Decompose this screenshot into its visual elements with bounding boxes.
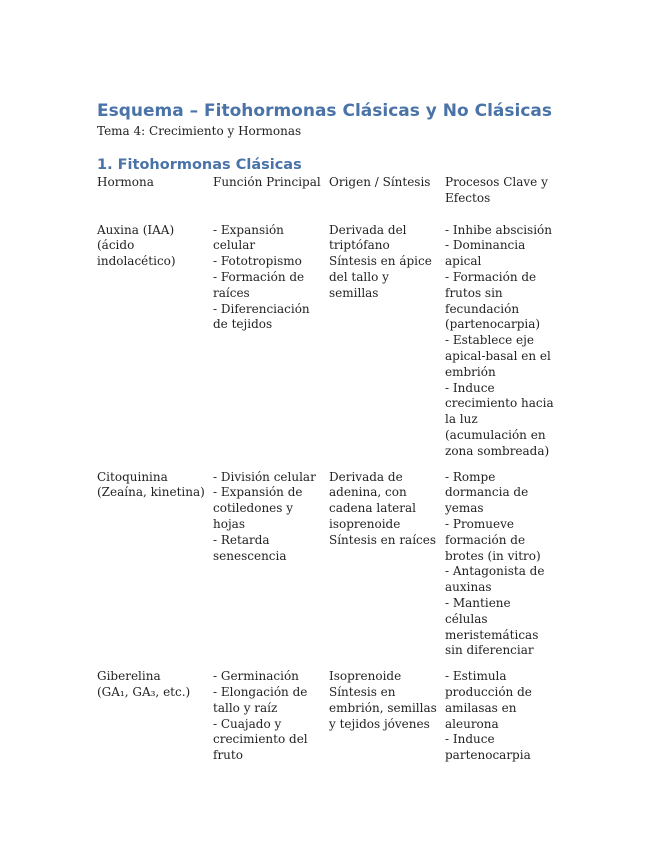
- cell-origen: [329, 470, 445, 670]
- cell-line: - Germinación: [213, 669, 299, 684]
- cell-line: - Dominancia apical: [445, 238, 526, 269]
- cell-line: Síntesis en embrión, semillas y tejidos jóvenes: [329, 684, 437, 731]
- cell-line: - Formación de raíces: [213, 269, 305, 300]
- hormones-table: [97, 175, 561, 774]
- cell-line: - Rompe dormancia de yemas: [445, 469, 529, 516]
- cell-line: - Estimula producción de amilasas en aleurona: [445, 669, 532, 731]
- cell-line: - Formación de frutos sin fecundación (partenocarpia): [445, 269, 541, 332]
- cell-line: Síntesis en ápice del tallo y semillas: [329, 254, 432, 300]
- cell-origen: [329, 669, 445, 774]
- cell-line: - Induce crecimiento hacia la luz (acumulación en zona sombreada): [445, 380, 554, 458]
- cell-procesos: [445, 223, 561, 470]
- cell-origen: [329, 223, 445, 470]
- cell-funcion: [213, 470, 329, 670]
- document-page: [97, 100, 567, 774]
- cell-line: - Induce partenocarpia: [445, 732, 531, 763]
- cell-line: Isoprenoide: [329, 669, 402, 684]
- cell-line: - División celular: [213, 469, 316, 484]
- cell-line: - Promueve formación de brotes (in vitro): [445, 516, 541, 563]
- document-title: Esquema – Fitohormonas Clásicas y No Clásicas: [97, 101, 552, 121]
- column-header-procesos: Procesos Clave y Efectos: [445, 175, 548, 205]
- cell-line: - Antagonista de auxinas: [445, 564, 545, 595]
- table-row: [97, 669, 561, 774]
- cell-line: Citoquinina: [97, 469, 168, 484]
- table-row: [97, 470, 561, 670]
- cell-hormona: [97, 223, 213, 470]
- column-header-hormona: Hormona: [97, 175, 154, 189]
- cell-funcion: [213, 669, 329, 774]
- cell-line: - Establece eje apical-basal en el embrión: [445, 333, 551, 379]
- cell-line: Giberelina: [97, 669, 161, 684]
- cell-line: - Fototropismo: [213, 254, 302, 269]
- column-header-origen: Origen / Síntesis: [329, 175, 431, 189]
- cell-line: Síntesis en raíces: [329, 532, 437, 547]
- cell-line: (GA₁, GA₃, etc.): [97, 684, 191, 699]
- column-header-funcion: Función Principal: [213, 175, 321, 189]
- cell-line: Derivada del triptófano: [329, 222, 407, 253]
- document-subtitle: Tema 4: Crecimiento y Hormonas: [97, 124, 302, 138]
- cell-funcion: [213, 223, 329, 470]
- cell-line: - Mantiene células meristemáticas sin diferenciar: [445, 595, 539, 658]
- table-row: [97, 223, 561, 470]
- cell-line: Derivada de adenina, con cadena lateral isoprenoide: [329, 469, 416, 531]
- section-heading-classic: 1. Fitohormonas Clásicas: [97, 157, 302, 173]
- cell-line: (ácido indolacético): [97, 238, 176, 269]
- cell-line: (Zeaína, kinetina): [97, 485, 205, 500]
- cell-hormona: [97, 669, 213, 774]
- cell-line: - Expansión celular: [213, 222, 284, 253]
- cell-hormona: [97, 470, 213, 670]
- table-header-row: [97, 175, 561, 223]
- cell-line: Auxina (IAA): [97, 222, 175, 237]
- cell-procesos: [445, 470, 561, 670]
- cell-line: - Elongación de tallo y raíz: [213, 684, 308, 715]
- cell-line: - Expansión de cotiledones y hojas: [213, 485, 303, 531]
- cell-line: - Inhibe abscisión: [445, 222, 553, 237]
- cell-line: - Cuajado y crecimiento del fruto: [213, 716, 308, 763]
- cell-line: - Diferenciación de tejidos: [213, 301, 310, 332]
- cell-procesos: [445, 669, 561, 774]
- cell-line: - Retarda senescencia: [213, 532, 287, 563]
